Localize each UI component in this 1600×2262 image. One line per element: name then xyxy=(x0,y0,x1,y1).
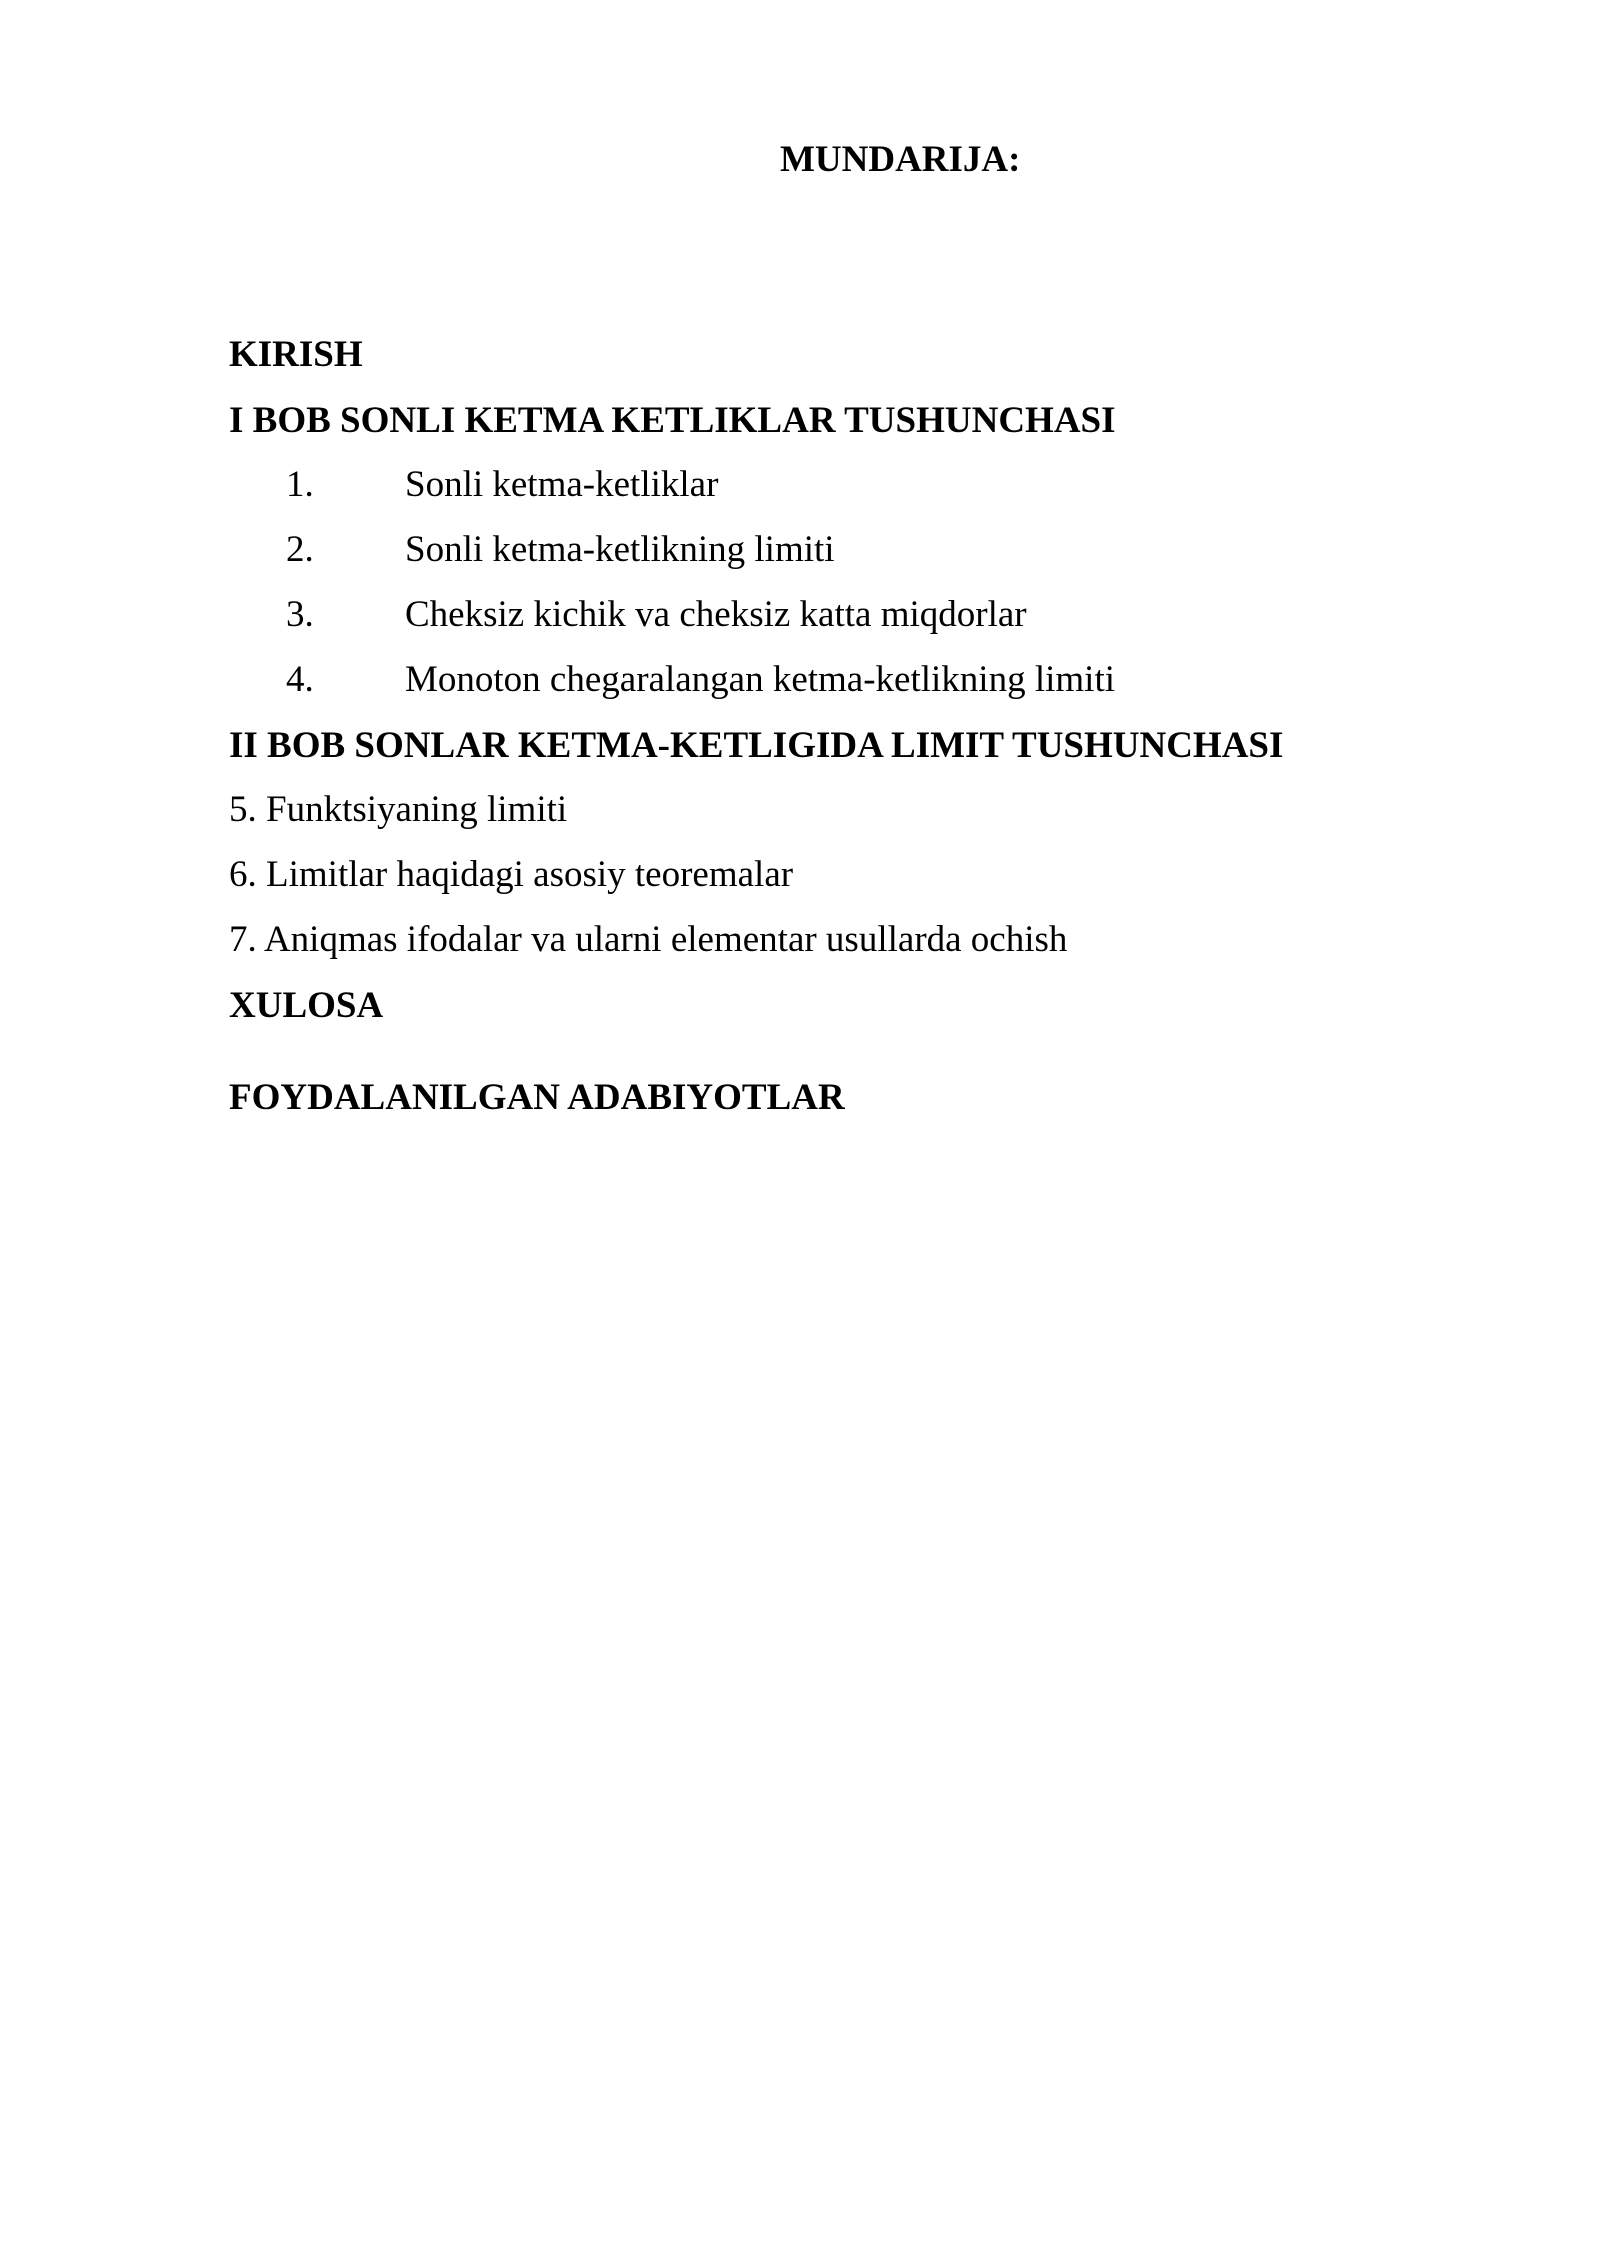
page-title: MUNDARIJA: xyxy=(780,139,1021,180)
toc-chapter-2-heading: II BOB SONLAR KETMA-KETLIGIDA LIMIT TUSHUNCHASI xyxy=(229,725,1284,766)
toc-item-label: Monoton chegaralangan ketma-ketlikning limiti xyxy=(405,659,1116,700)
toc-item-number: 4. xyxy=(286,659,314,700)
toc-item-number: 3. xyxy=(286,594,314,635)
toc-item-label: Cheksiz kichik va cheksiz katta miqdorlar xyxy=(405,594,1027,635)
toc-item-number: 2. xyxy=(286,529,314,570)
toc-conclusion: XULOSA xyxy=(229,985,384,1026)
toc-chapter-1-heading: I BOB SONLI KETMA KETLIKLAR TUSHUNCHASI xyxy=(229,400,1116,441)
toc-item-label: Sonli ketma-ketlikning limiti xyxy=(405,529,835,570)
toc-item: 6. Limitlar haqidagi asosiy teoremalar xyxy=(229,854,794,895)
toc-item-number: 1. xyxy=(286,464,314,505)
toc-item-label: Sonli ketma-ketliklar xyxy=(405,464,719,505)
toc-item: 5. Funktsiyaning limiti xyxy=(229,789,568,830)
toc-intro: KIRISH xyxy=(229,334,363,375)
toc-item: 7. Aniqmas ifodalar va ularni elementar usullarda ochish xyxy=(229,919,1068,960)
toc-references: FOYDALANILGAN ADABIYOTLAR xyxy=(229,1077,845,1118)
